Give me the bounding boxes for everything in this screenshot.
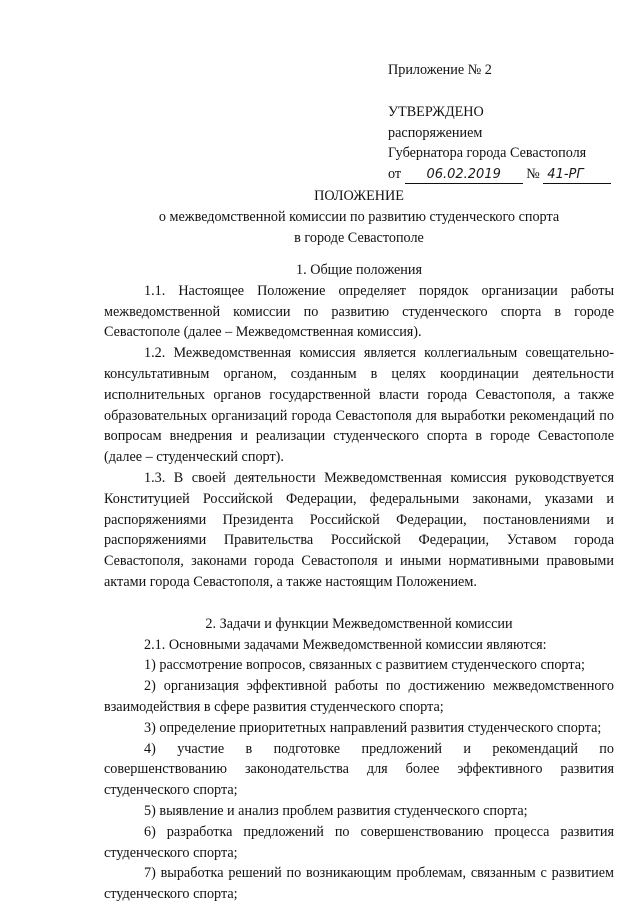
list-item: 4) участие в подготовке предложений и рекомендаций по совершенствованию законодательства для более эффективного развития студенческого спорта; [104,740,614,799]
list-item: 5) выявление и анализ проблем развития студенческого спорта; [144,802,528,819]
order-date-number [388,164,618,185]
section2-heading: 2. Задачи и функции Межведомственной комиссии [205,615,513,632]
document-title [104,186,614,248]
list-item: 1) рассмотрение вопросов, связанных с развитием студенческого спорта; [144,657,585,674]
approved-stamp: УТВЕРЖДЕНО [388,103,484,120]
list-item: 6) разработка предложений по совершенствованию процесса развития студенческого спорта; [104,823,614,861]
handwritten-date: 06.02.2019 [405,167,523,184]
approving-authority: Губернатора города Севастополя [388,145,587,162]
document-body [104,260,614,905]
section1-heading: 1. Общие положения [296,262,422,278]
paragraph-1-1: 1.1. Настоящее Положение определяет порядок организации работы межведомственной комиссии по развитию студенческого спорта в городе Севастополе (далее – Межведомственная комиссия). [104,282,614,341]
approval-block [388,60,618,185]
approved-by-order: распоряжением [388,124,483,141]
list-item: 3) определение приоритетных направлений развития студенческого спорта; [144,719,602,736]
number-label: № [526,166,540,183]
paragraph-1-2: 1.2. Межведомственная комиссия является коллегиальным совещательно-консультативным органом, созданным в целях координации деятельности исполнительных органов государственной власти города Севастополя, а также образовательных организаций города Севастополя для выработки рекомендаций по вопросам внедрения и реализации студенческого спорта в городе Севастополе (далее – студенческий спорт). [104,345,614,466]
list-item: 2) организация эффективной работы по достижению межведомственного взаимодействия в сфере развития студенческого спорта; [104,678,614,715]
paragraph-1-3: 1.3. В своей деятельности Межведомственная комиссия руководствуется Конституцией Российской Федерации, федеральными законами, указами и распоряжениями Президента Российской Федерации, постановлениями и распоряжениями Правительства Российской Федерации, Уставом города Севастополя, законами города Севастополя и иными нормативными правовыми актами города Севастополя, а также настоящим Положением. [104,469,614,590]
paragraph-2-1: 2.1. Основными задачами Межведомственной комиссии являются: [144,636,547,653]
title-subtitle-line2: в городе Севастополе [294,229,424,246]
list-item: 7) выработка решений по возникающим проблемам, связанным с развитием студенческого спорта; [104,865,614,903]
handwritten-number: 41-РГ [543,167,611,184]
appendix-label: Приложение № 2 [388,62,492,78]
title-heading: ПОЛОЖЕНИЕ [314,188,404,204]
from-label: от [388,166,402,183]
title-subtitle-line1: о межведомственной комиссии по развитию студенческого спорта [158,208,560,225]
